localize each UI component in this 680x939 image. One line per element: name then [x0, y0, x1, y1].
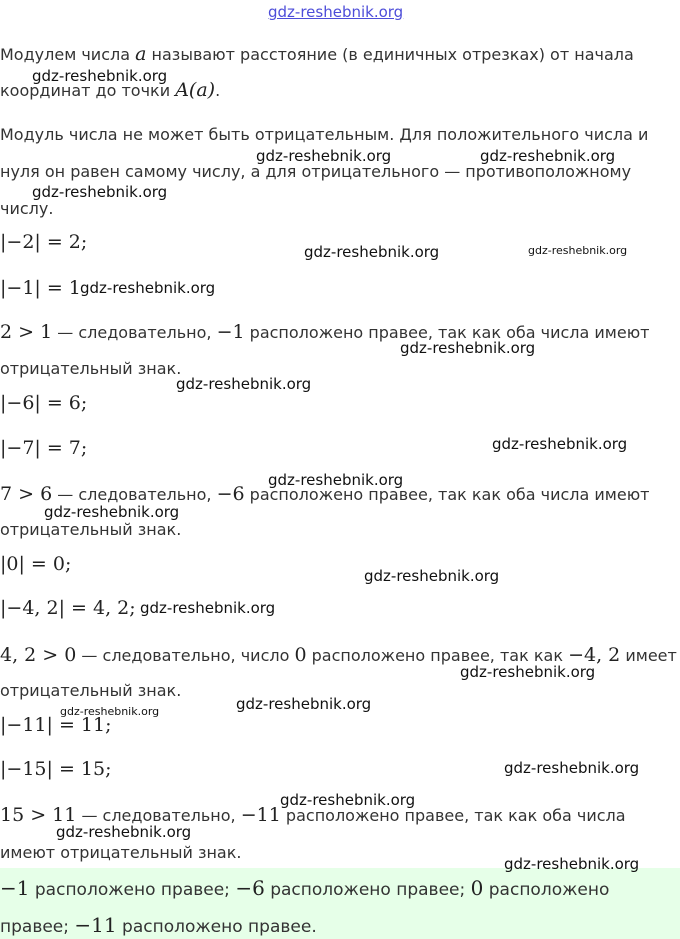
comparison-3-line-1: 4, 2 > 0 — следовательно, число 0 расположено правее, так как −4, 2 имеет: [0, 644, 677, 666]
watermark: gdz-reshebnik.org: [504, 759, 640, 777]
watermark: gdz-reshebnik.org: [80, 279, 216, 297]
definition-line-1: Модулем числа a называют расстояние (в единичных отрезках) от начала: [0, 43, 634, 65]
watermark: gdz-reshebnik.org: [32, 183, 168, 201]
rule-line-2: нуля он равен самому числу, а для отрицательного — противоположному: [0, 162, 632, 181]
answer-line-1: −1 расположено правее; −6 расположено правее; 0 расположено: [0, 876, 610, 900]
site-link[interactable]: gdz-reshebnik.org: [268, 3, 404, 21]
watermark: gdz-reshebnik.org: [60, 705, 160, 718]
watermark: gdz-reshebnik.org: [492, 435, 628, 453]
watermark: gdz-reshebnik.org: [256, 147, 392, 165]
definition-line-2: координат до точки A(a).: [0, 79, 221, 101]
comparison-2-line-2: отрицательный знак.: [0, 520, 182, 539]
watermark: gdz-reshebnik.org: [364, 567, 500, 585]
equation-abs-minus-4-2: |−4, 2| = 4, 2;: [0, 597, 136, 619]
comparison-1-line-1: 2 > 1 — следовательно, −1 расположено правее, так как оба числа имеют: [0, 321, 650, 343]
comparison-1-line-2: отрицательный знак.: [0, 359, 182, 378]
equation-abs-minus-6: |−6| = 6;: [0, 392, 88, 414]
rule-line-1: Модуль числа не может быть отрицательным. Для положительного числа и: [0, 125, 649, 144]
watermark: gdz-reshebnik.org: [56, 823, 192, 841]
equation-abs-minus-11: |−11| = 11;: [0, 714, 112, 736]
comparison-4-line-1: 15 > 11 — следовательно, −11 расположено правее, так как оба числа: [0, 804, 626, 826]
watermark: gdz-reshebnik.org: [176, 375, 312, 393]
comparison-2-line-1: 7 > 6 — следовательно, −6 расположено правее, так как оба числа имеют: [0, 483, 650, 505]
watermark: gdz-reshebnik.org: [480, 147, 616, 165]
watermark: gdz-reshebnik.org: [460, 663, 596, 681]
comparison-3-line-2: отрицательный знак.: [0, 681, 182, 700]
watermark: gdz-reshebnik.org: [44, 503, 180, 521]
equation-abs-0: |0| = 0;: [0, 553, 72, 575]
watermark: gdz-reshebnik.org: [528, 244, 628, 257]
watermark: gdz-reshebnik.org: [304, 243, 440, 261]
watermark: gdz-reshebnik.org: [32, 67, 168, 85]
equation-abs-minus-2: |−2| = 2;: [0, 231, 88, 253]
rule-line-3: числу.: [0, 199, 54, 218]
equation-abs-minus-1: |−1| = 1: [0, 277, 81, 299]
watermark: gdz-reshebnik.org: [236, 695, 372, 713]
comparison-4-line-2: имеют отрицательный знак.: [0, 843, 242, 862]
answer-box: [0, 868, 680, 939]
equation-abs-minus-7: |−7| = 7;: [0, 437, 88, 459]
watermark: gdz-reshebnik.org: [140, 599, 276, 617]
math-var-a: a: [135, 43, 147, 65]
answer-line-2: правее; −11 расположено правее.: [0, 913, 317, 937]
watermark: gdz-reshebnik.org: [504, 855, 640, 873]
watermark: gdz-reshebnik.org: [280, 791, 416, 809]
watermark: gdz-reshebnik.org: [400, 339, 536, 357]
watermark: gdz-reshebnik.org: [268, 471, 404, 489]
math-point: A(a): [175, 79, 216, 101]
equation-abs-minus-15: |−15| = 15;: [0, 758, 112, 780]
